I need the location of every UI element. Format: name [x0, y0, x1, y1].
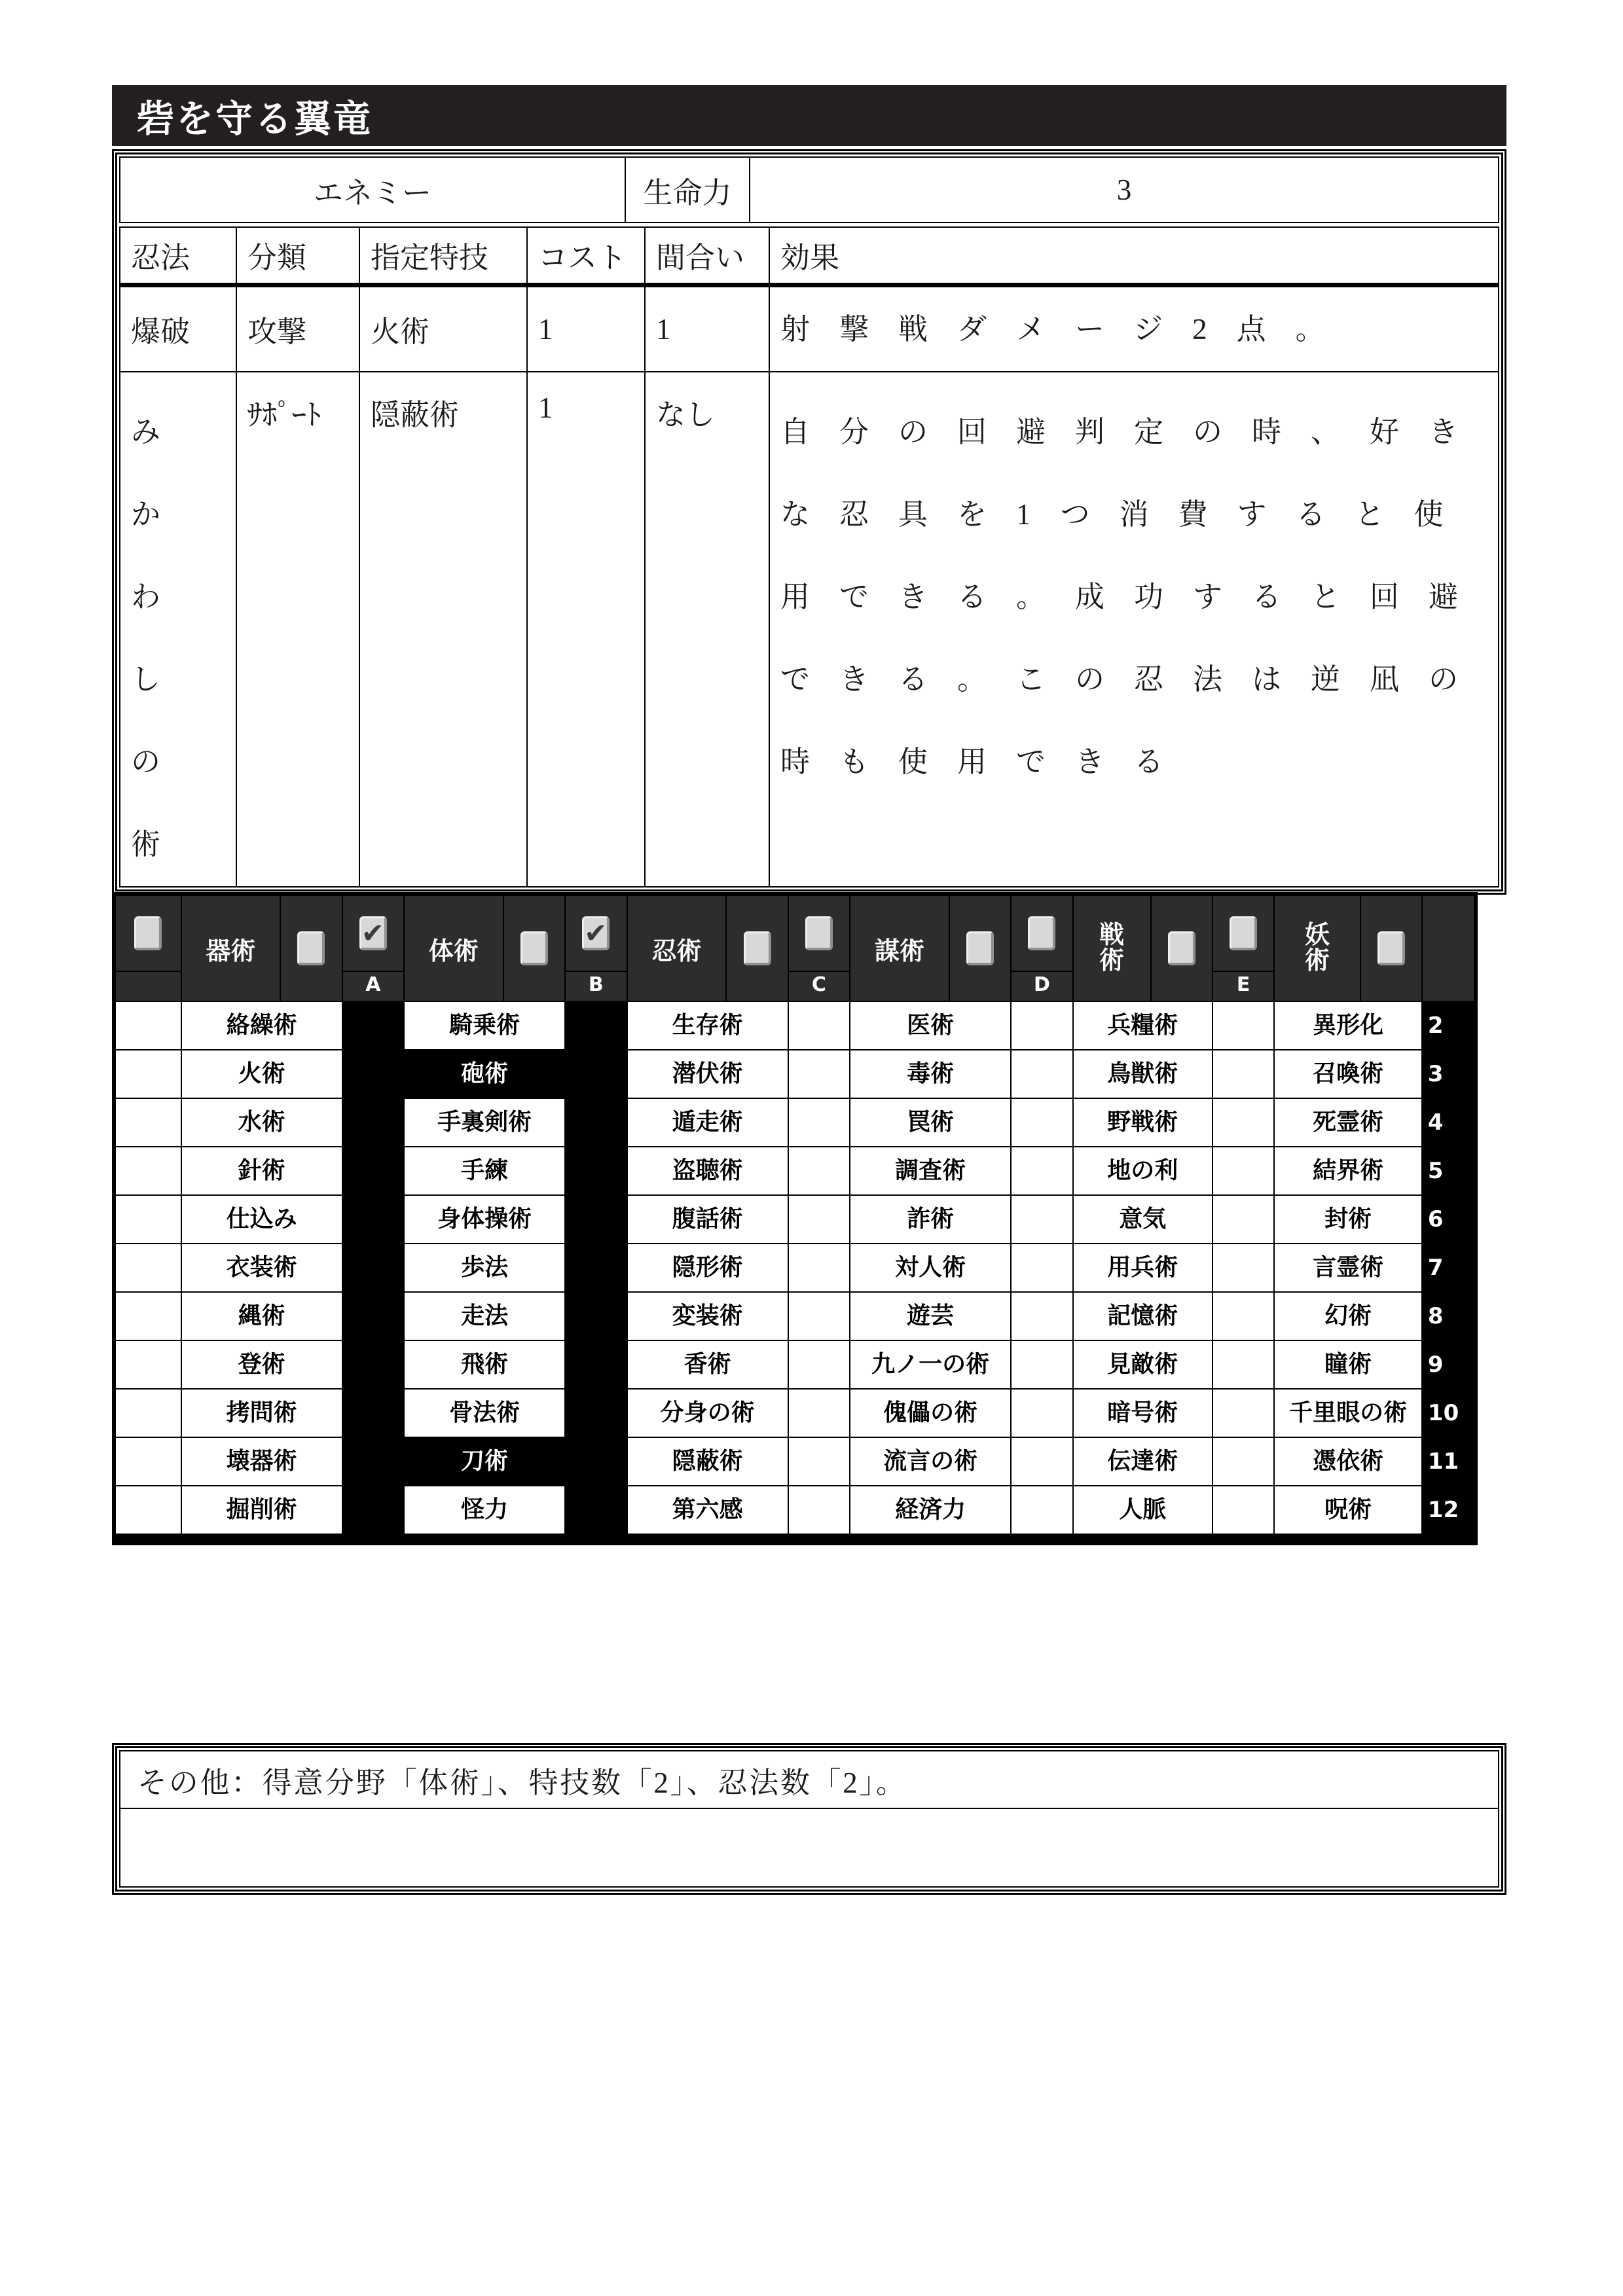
skill-cell[interactable]: 暗号術: [1073, 1389, 1213, 1437]
skill-cell[interactable]: 掘削術: [181, 1486, 342, 1534]
ninpo-category-cell: ｻﾎﾟｰﾄ: [236, 372, 359, 887]
enemy-summary-table: [119, 156, 1499, 223]
field-2-checkbox-cell: [503, 895, 565, 1001]
gap-cell-A: [342, 1001, 404, 1050]
field-header-6: [1274, 895, 1360, 1001]
skill-row-7: [115, 1244, 1474, 1292]
gap-cell-A: [342, 1147, 404, 1195]
skill-cell[interactable]: 傀儡の術: [850, 1389, 1011, 1437]
gap-cell-B: [565, 1389, 627, 1437]
skill-cell[interactable]: 手練: [404, 1147, 565, 1195]
skill-cell[interactable]: 調査術: [850, 1147, 1011, 1195]
gap-cell-C: [788, 1340, 850, 1389]
skill-cell[interactable]: 罠術: [850, 1098, 1011, 1147]
row-number-cell: 3: [1422, 1050, 1474, 1098]
gap-cell-D: [1011, 1001, 1072, 1050]
edge-checkbox[interactable]: [134, 916, 162, 950]
hp-value-cell: 3: [750, 157, 1499, 223]
skill-chart-table: [115, 895, 1475, 1535]
enemy-title-bar: [112, 85, 1506, 146]
skill-cell[interactable]: 仕込み: [181, 1195, 342, 1244]
gap-cell-D: [1011, 1098, 1072, 1147]
other-note-box: [112, 1743, 1506, 1895]
skill-cell[interactable]: 遊芸: [850, 1292, 1011, 1340]
skill-cell[interactable]: 針術: [181, 1147, 342, 1195]
skill-row-12: [115, 1486, 1474, 1534]
skill-cell[interactable]: 千里眼の術: [1274, 1389, 1422, 1437]
gap-cell-B: [565, 1486, 627, 1534]
row-number-cell: 10: [1422, 1389, 1474, 1437]
skill-cell[interactable]: 意気: [1073, 1195, 1213, 1244]
enemy-name-title: 砦を守る翼竜: [137, 98, 373, 140]
skill-cell[interactable]: 衣装術: [181, 1244, 342, 1292]
ninpo-header-name: 忍法: [120, 227, 236, 285]
row-number-cell: 7: [1422, 1244, 1474, 1292]
gap-cell-D: [1011, 1050, 1072, 1098]
ninpo-cost-cell: 1: [527, 372, 645, 887]
skill-cell[interactable]: 封術: [1274, 1195, 1422, 1244]
other-note-blank-cell: [120, 1808, 1499, 1887]
skill-cell[interactable]: 怪力: [404, 1486, 565, 1534]
skill-cell[interactable]: 経済力: [850, 1486, 1011, 1534]
gap-A-checkbox-cell: [342, 895, 404, 971]
ninpo-cost-cell: 1: [527, 285, 645, 372]
gap-cell-C: [788, 1389, 850, 1437]
skill-cell[interactable]: 分身の術: [627, 1389, 788, 1437]
skill-cell[interactable]: 手裏剣術: [404, 1098, 565, 1147]
field-header-label: 器術: [206, 936, 256, 965]
edge-cell: [115, 1195, 181, 1244]
gap-cell-D: [1011, 1486, 1072, 1534]
skill-cell[interactable]: 鳥獣術: [1073, 1050, 1213, 1098]
gap-cell-D: [1011, 1147, 1072, 1195]
gap-cell-D: [1011, 1195, 1072, 1244]
skill-cell[interactable]: 記憶術: [1073, 1292, 1213, 1340]
field-3-checkbox[interactable]: [744, 931, 771, 965]
gap-cell-E: [1213, 1244, 1274, 1292]
ninpo-row: [120, 372, 1499, 887]
field-header-label: 謀術: [874, 936, 924, 965]
skill-cell[interactable]: 言霊術: [1274, 1244, 1422, 1292]
gap-cell-E: [1213, 1050, 1274, 1098]
ninpo-range-cell: なし: [645, 372, 769, 887]
skill-cell[interactable]: 第六感: [627, 1486, 788, 1534]
gap-cell-C: [788, 1147, 850, 1195]
field-4-checkbox-cell: [949, 895, 1011, 1001]
skill-cell[interactable]: 毒術: [850, 1050, 1011, 1098]
row-number-cell: 11: [1422, 1437, 1474, 1486]
row-number-cell: 8: [1422, 1292, 1474, 1340]
field-header-label: 妖術: [1304, 920, 1330, 975]
gap-cell-E: [1213, 1437, 1274, 1486]
gap-cell-E: [1213, 1195, 1274, 1244]
gap-cell-C: [788, 1001, 850, 1050]
gap-cell-D: [1011, 1340, 1072, 1389]
skill-cell[interactable]: 九ノ一の術: [850, 1340, 1011, 1389]
ninpo-table: [119, 226, 1499, 888]
gap-cell-E: [1213, 1389, 1274, 1437]
gap-letter-A: A: [342, 971, 404, 1001]
gap-cell-A: [342, 1292, 404, 1340]
gap-cell-E: [1213, 1486, 1274, 1534]
edge-cell: [115, 1098, 181, 1147]
edge-cell: [115, 1389, 181, 1437]
skill-cell[interactable]: 遁走術: [627, 1098, 788, 1147]
gap-B-checkbox-checked[interactable]: ✔: [582, 916, 610, 950]
edge-cell: [115, 1050, 181, 1098]
row-number-cell: 5: [1422, 1147, 1474, 1195]
skill-cell[interactable]: 縄術: [181, 1292, 342, 1340]
edge-cell: [115, 1244, 181, 1292]
gap-cell-C: [788, 1486, 850, 1534]
enemy-category-cell: エネミー: [120, 157, 625, 223]
gap-cell-E: [1213, 1147, 1274, 1195]
skill-cell[interactable]: 隠蔽術: [627, 1437, 788, 1486]
field-2-checkbox[interactable]: [520, 931, 548, 965]
edge-cell: [115, 1437, 181, 1486]
gap-cell-E: [1213, 1292, 1274, 1340]
skill-cell[interactable]: 刀術: [404, 1437, 565, 1486]
skill-row-5: [115, 1147, 1474, 1195]
skill-row-6: [115, 1195, 1474, 1244]
skill-cell[interactable]: 召喚術: [1274, 1050, 1422, 1098]
field-6-checkbox[interactable]: [1377, 931, 1405, 965]
field-header-1: [181, 895, 281, 1001]
skill-cell[interactable]: 香術: [627, 1340, 788, 1389]
gap-cell-B: [565, 1050, 627, 1098]
skill-cell[interactable]: 砲術: [404, 1050, 565, 1098]
skill-row-9: [115, 1340, 1474, 1389]
gap-cell-B: [565, 1195, 627, 1244]
gap-cell-A: [342, 1389, 404, 1437]
gap-cell-A: [342, 1340, 404, 1389]
row-number-cell: 12: [1422, 1486, 1474, 1534]
gap-cell-B: [565, 1292, 627, 1340]
ninpo-header-range: 間合い: [645, 227, 769, 285]
edge-cell: [115, 1001, 181, 1050]
skill-cell[interactable]: 伝達術: [1073, 1437, 1213, 1486]
skill-cell[interactable]: 変装術: [627, 1292, 788, 1340]
edge-cell: [115, 1292, 181, 1340]
skill-cell[interactable]: 潜伏術: [627, 1050, 788, 1098]
gap-E-checkbox-cell: [1213, 895, 1274, 971]
skill-cell[interactable]: 生存術: [627, 1001, 788, 1050]
field-header-label: 体術: [428, 936, 479, 965]
skill-cell[interactable]: 結界術: [1274, 1147, 1422, 1195]
gap-cell-A: [342, 1050, 404, 1098]
gap-cell-D: [1011, 1292, 1072, 1340]
gap-cell-C: [788, 1050, 850, 1098]
gap-C-checkbox[interactable]: [805, 916, 833, 950]
gap-cell-A: [342, 1437, 404, 1486]
gap-cell-A: [342, 1244, 404, 1292]
skill-cell[interactable]: 隠形術: [627, 1244, 788, 1292]
skill-chart: [112, 892, 1478, 1545]
skill-cell[interactable]: 壊器術: [181, 1437, 342, 1486]
field-header-3: [627, 895, 727, 1001]
ninpo-name-cell: みかわしの術: [120, 372, 236, 887]
skill-row-3: [115, 1050, 1474, 1098]
field-1-checkbox-cell: [280, 895, 342, 1001]
gap-cell-D: [1011, 1437, 1072, 1486]
ninpo-header-skill: 指定特技: [359, 227, 527, 285]
skill-cell[interactable]: 流言の術: [850, 1437, 1011, 1486]
skill-cell[interactable]: 死霊術: [1274, 1098, 1422, 1147]
gap-cell-B: [565, 1147, 627, 1195]
skill-row-11: [115, 1437, 1474, 1486]
skill-cell[interactable]: 盗聴術: [627, 1147, 788, 1195]
skill-cell[interactable]: 憑依術: [1274, 1437, 1422, 1486]
hp-label-cell: 生命力: [625, 157, 750, 223]
gap-cell-B: [565, 1340, 627, 1389]
skill-cell[interactable]: 地の利: [1073, 1147, 1213, 1195]
gap-letter-E: E: [1213, 971, 1274, 1001]
gap-C-checkbox-cell: [788, 895, 850, 971]
gap-cell-B: [565, 1244, 627, 1292]
field-1-checkbox[interactable]: [297, 931, 325, 965]
skill-cell[interactable]: 走法: [404, 1292, 565, 1340]
skill-cell[interactable]: 登術: [181, 1340, 342, 1389]
ninpo-header-effect: 効果: [769, 227, 1499, 285]
gap-cell-C: [788, 1244, 850, 1292]
skill-cell[interactable]: 人脈: [1073, 1486, 1213, 1534]
skill-cell[interactable]: 水術: [181, 1098, 342, 1147]
gap-D-checkbox[interactable]: [1028, 916, 1055, 950]
skill-cell[interactable]: 絡繰術: [181, 1001, 342, 1050]
ninpo-skill-cell: 隠蔽術: [359, 372, 527, 887]
number-column-header: [1422, 895, 1474, 1001]
gap-letter-B: B: [565, 971, 627, 1001]
gap-cell-A: [342, 1486, 404, 1534]
gap-cell-A: [342, 1195, 404, 1244]
field-header-4: [850, 895, 949, 1001]
skill-cell[interactable]: 兵糧術: [1073, 1001, 1213, 1050]
gap-cell-C: [788, 1292, 850, 1340]
skill-cell[interactable]: 医術: [850, 1001, 1011, 1050]
ninpo-name-cell: 爆破: [120, 285, 236, 372]
field-header-label: 忍術: [651, 936, 702, 965]
gap-D-checkbox-cell: [1011, 895, 1072, 971]
ninpo-range-cell: 1: [645, 285, 769, 372]
skill-row-10: [115, 1389, 1474, 1437]
skill-cell[interactable]: 身体操術: [404, 1195, 565, 1244]
skill-cell[interactable]: 飛術: [404, 1340, 565, 1389]
ninpo-header-cost: コスト: [527, 227, 645, 285]
gap-E-checkbox[interactable]: [1230, 916, 1257, 950]
gap-letter-C: C: [788, 971, 850, 1001]
edge-checkbox-cell: [115, 895, 181, 971]
gap-letter-D: D: [1011, 971, 1072, 1001]
row-number-cell: 4: [1422, 1098, 1474, 1147]
other-note-text: その他：得意分野「体術」、特技数「2」、忍法数「2」。: [120, 1751, 1499, 1808]
skill-cell[interactable]: 火術: [181, 1050, 342, 1098]
row-number-cell: 9: [1422, 1340, 1474, 1389]
edge-cell: [115, 1340, 181, 1389]
ninpo-category-cell: 攻撃: [236, 285, 359, 372]
gap-cell-E: [1213, 1340, 1274, 1389]
skill-cell[interactable]: 瞳術: [1274, 1340, 1422, 1389]
edge-cell: [115, 1486, 181, 1534]
field-4-checkbox[interactable]: [966, 931, 994, 965]
gap-cell-C: [788, 1437, 850, 1486]
field-5-checkbox-cell: [1151, 895, 1213, 1001]
field-5-checkbox[interactable]: [1168, 931, 1195, 965]
row-number-cell: 6: [1422, 1195, 1474, 1244]
field-6-checkbox-cell: [1360, 895, 1422, 1001]
gap-cell-D: [1011, 1244, 1072, 1292]
gap-cell-C: [788, 1195, 850, 1244]
skill-cell[interactable]: 腹話術: [627, 1195, 788, 1244]
gap-cell-E: [1213, 1098, 1274, 1147]
edge-cell: [115, 1147, 181, 1195]
skill-row-4: [115, 1098, 1474, 1147]
field-header-label: 戦術: [1099, 920, 1125, 975]
row-number-cell: 2: [1422, 1001, 1474, 1050]
gap-cell-A: [342, 1098, 404, 1147]
ninpo-effect-cell: 射撃戦ダメージ2点。: [769, 285, 1499, 372]
skill-cell[interactable]: 見敵術: [1073, 1340, 1213, 1389]
gap-B-checkbox-cell: [565, 895, 627, 971]
skill-row-2: [115, 1001, 1474, 1050]
ninpo-row: [120, 285, 1499, 372]
gap-cell-D: [1011, 1389, 1072, 1437]
other-note-table: [119, 1750, 1499, 1888]
skill-cell[interactable]: 詐術: [850, 1195, 1011, 1244]
gap-cell-B: [565, 1437, 627, 1486]
field-header-5: [1073, 895, 1151, 1001]
skill-cell[interactable]: 異形化: [1274, 1001, 1422, 1050]
enemy-data-box: [112, 149, 1506, 895]
skill-cell[interactable]: 拷問術: [181, 1389, 342, 1437]
ninpo-skill-cell: 火術: [359, 285, 527, 372]
skill-cell[interactable]: 幻術: [1274, 1292, 1422, 1340]
edge-sub-cell: [115, 971, 181, 1001]
field-3-checkbox-cell: [726, 895, 788, 1001]
skill-row-8: [115, 1292, 1474, 1340]
gap-A-checkbox-checked[interactable]: ✔: [359, 916, 387, 950]
skill-cell[interactable]: 対人術: [850, 1244, 1011, 1292]
skill-cell[interactable]: 骨法術: [404, 1389, 565, 1437]
gap-cell-B: [565, 1001, 627, 1050]
skill-cell[interactable]: 騎乗術: [404, 1001, 565, 1050]
ninpo-effect-cell: 自分の回避判定の時、好きな忍具を1つ消費すると使用できる。成功すると回避できる。この忍法は逆凪の時も使用できる: [769, 372, 1499, 887]
ninpo-header-category: 分類: [236, 227, 359, 285]
gap-cell-C: [788, 1098, 850, 1147]
skill-cell[interactable]: 用兵術: [1073, 1244, 1213, 1292]
skill-cell[interactable]: 呪術: [1274, 1486, 1422, 1534]
gap-cell-B: [565, 1098, 627, 1147]
skill-cell[interactable]: 歩法: [404, 1244, 565, 1292]
skill-cell[interactable]: 野戦術: [1073, 1098, 1213, 1147]
gap-cell-E: [1213, 1001, 1274, 1050]
field-header-2: [404, 895, 503, 1001]
